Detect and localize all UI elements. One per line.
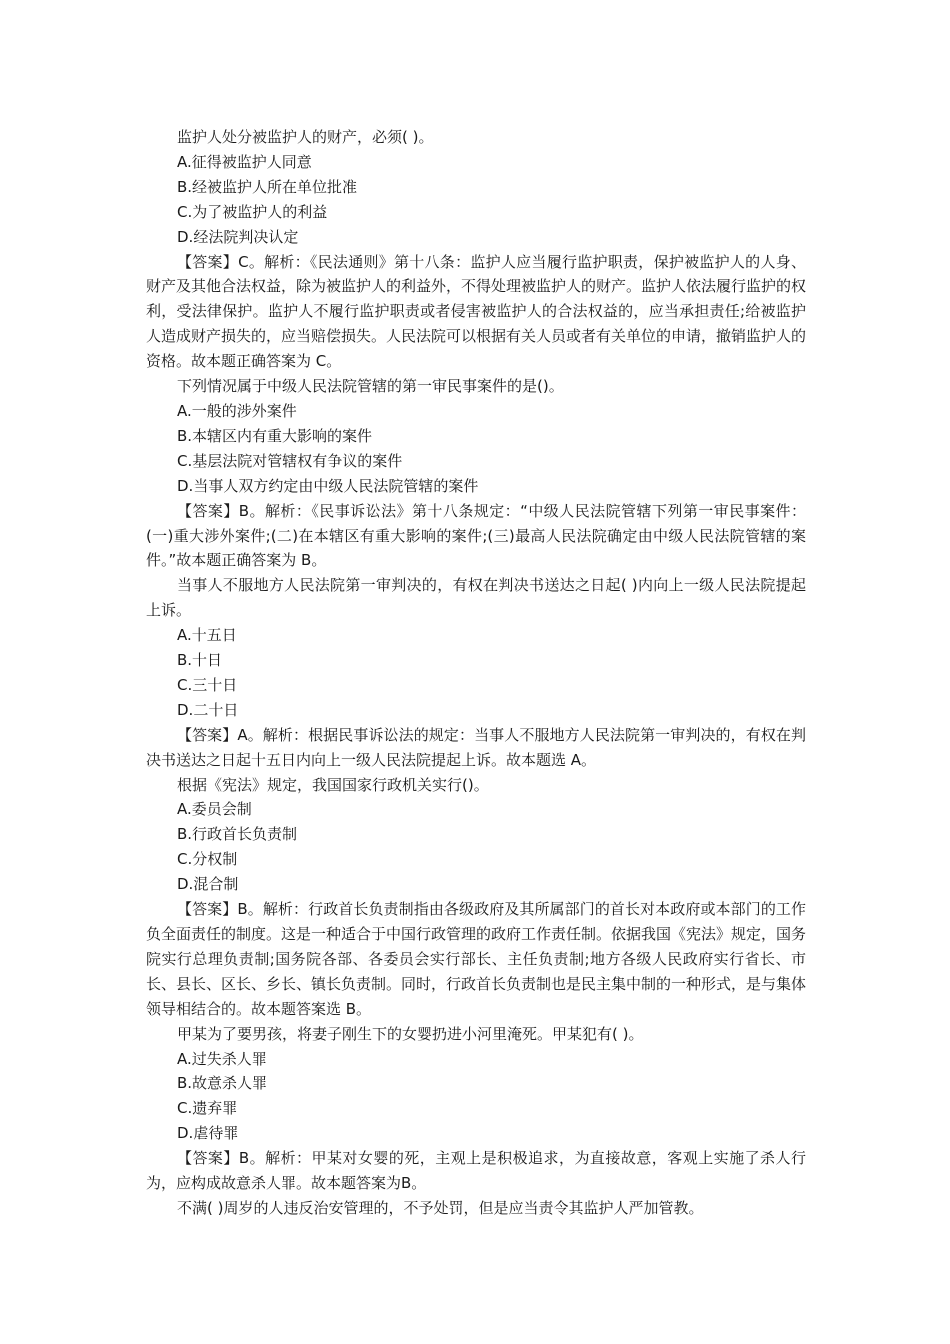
question-1-option-c: C.为了被监护人的利益 <box>177 202 328 221</box>
question-5-option-d: D.虐待罪 <box>177 1124 239 1143</box>
document-body <box>146 125 806 1221</box>
question-5-option-b: B.故意杀人罪 <box>177 1074 268 1093</box>
question-2-option-d: D.当事人双方约定由中级人民法院管辖的案件 <box>177 476 479 495</box>
question-1-stem: 监护人处分被监护人的财产，必须( )。 <box>177 128 434 146</box>
question-2-option-c: C.基层法院对管辖权有争议的案件 <box>177 451 403 470</box>
question-4-option-b: B.行政首长负责制 <box>177 825 298 844</box>
question-1-option-d: D.经法院判决认定 <box>177 227 299 246</box>
question-4-stem: 根据《宪法》规定，我国国家行政机关实行()。 <box>177 775 489 794</box>
question-1-option-b: B.经被监护人所在单位批准 <box>177 177 358 196</box>
question-1-answer: 【答案】C。解析：《民法通则》第十八条：监护人应当履行监护职责，保护被监护人的人身、财产及其他合法权益，除为被监护人的利益外，不得处理被监护人的财产。监护人依法履行监护的权利，受法律保护。监护人不履行监护职责或者侵害被监护人的合法权益的，应当承担责任;给被监护人造成财产损失的，应当赔偿损失。人民法院可以根据有关人员或者有关单位的申请，撤销监护人的资格。故本题正确答案为 C。 <box>146 252 807 371</box>
question-3-option-d: D.二十日 <box>177 700 239 719</box>
question-2-stem: 下列情况属于中级人民法院管辖的第一审民事案件的是()。 <box>177 377 564 396</box>
question-3-option-b: B.十日 <box>177 651 223 670</box>
question-2-option-a: A.一般的涉外案件 <box>177 401 297 420</box>
question-6-stem: 不满( )周岁的人违反治安管理的，不予处罚，但是应当责令其监护人严加管教。 <box>177 1198 704 1217</box>
question-3-option-c: C.三十日 <box>177 675 238 694</box>
question-4-option-d: D.混合制 <box>177 875 239 894</box>
question-5-stem: 甲某为了要男孩，将妻子刚生下的女婴扔进小河里淹死。甲某犯有( )。 <box>177 1024 644 1043</box>
question-5-option-c: C.遗弃罪 <box>177 1099 238 1118</box>
question-5-option-a: A.过失杀人罪 <box>177 1049 267 1068</box>
question-4-option-c: C.分权制 <box>177 850 238 869</box>
question-4-option-a: A.委员会制 <box>177 800 252 819</box>
question-3-answer: 【答案】A。解析：根据民事诉讼法的规定：当事人不服地方人民法院第一审判决的，有权在判决书送达之日起十五日内向上一级人民法院提起上诉。故本题选 A。 <box>146 725 806 769</box>
question-1-option-a: A.征得被监护人同意 <box>177 152 312 171</box>
question-3-stem: 当事人不服地方人民法院第一审判决的，有权在判决书送达之日起( )内向上一级人民法院提起上诉。 <box>146 576 806 620</box>
question-4-answer: 【答案】B。解析：行政首长负责制指由各级政府及其所属部门的首长对本政府或本部门的工作负全面责任的制度。这是一种适合于中国行政管理的政府工作责任制。依据我国《宪法》规定，国务院实行总理负责制;国务院各部、各委员会实行部长、主任负责制;地方各级人民政府实行省长、市长、县长、区长、乡长、镇长负责制。同时，行政首长负责制也是民主集中制的一种形式，是与集体领导相结合的。故本题答案选 B。 <box>146 900 807 1018</box>
question-2-option-b: B.本辖区内有重大影响的案件 <box>177 426 373 445</box>
question-3-option-a: A.十五日 <box>177 626 237 645</box>
question-2-answer: 【答案】B。解析：《民事诉讼法》第十八条规定：“中级人民法院管辖下列第一审民事案件：(一)重大涉外案件;(二)在本辖区有重大影响的案件;(三)最高人民法院确定由中级人民法院管辖的案件。”故本题正确答案为 B。 <box>146 501 806 570</box>
question-5-answer: 【答案】B。解析：甲某对女婴的死，主观上是积极追求，为直接故意，客观上实施了杀人行为，应构成故意杀人罪。故本题答案为B。 <box>146 1149 806 1193</box>
